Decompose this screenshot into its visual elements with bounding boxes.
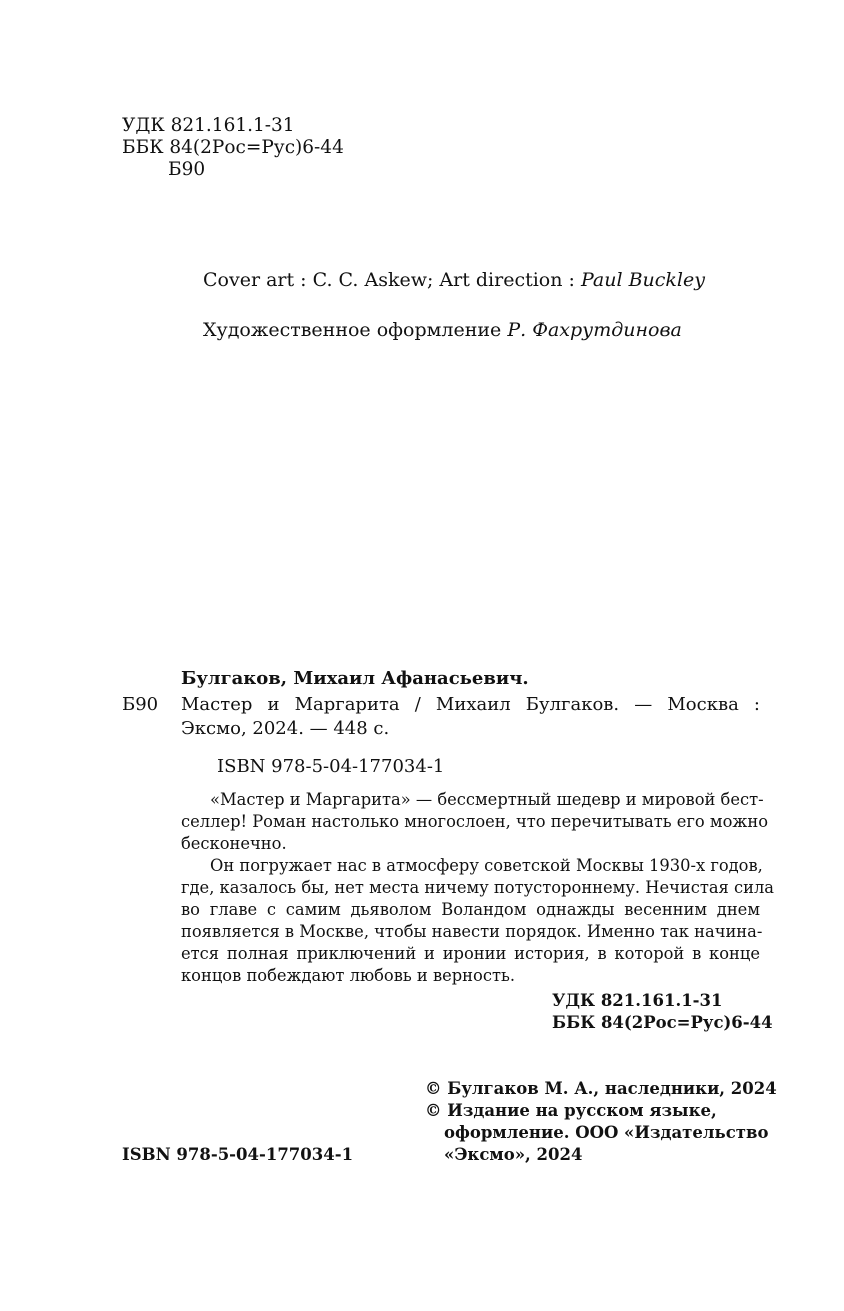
designer-name: Р. Фахрутдинова — [507, 319, 682, 341]
annotation-line: селлер! Роман настолько многослоен, что перечитывать его можно — [181, 812, 768, 831]
annotation-line: концов побеждают любовь и верность. — [181, 966, 515, 985]
design-credit — [203, 319, 682, 341]
catalog-author-sign: Б90 — [122, 694, 159, 715]
annotation-line: появляется в Москве, чтобы навести порядок. Именно так начина- — [181, 922, 763, 941]
catalog-title-line-1: Мастер и Маргарита / Михаил Булгаков. — Москва : — [181, 694, 760, 715]
catalog-author-heading: Булгаков, Михаил Афанасьевич. — [181, 668, 529, 689]
annotation-line: ется полная приключений и иронии история, в которой в конце — [181, 944, 760, 963]
cover-art-credit — [203, 269, 705, 291]
annotation-line: бесконечно. — [181, 834, 287, 853]
annotation-line: «Мастер и Маргарита» — бессмертный шедевр и мировой бест- — [210, 790, 764, 809]
catalog-isbn: ISBN 978-5-04-177034-1 — [217, 756, 445, 777]
udk-code: УДК 821.161.1-31 — [122, 115, 295, 136]
annotation-line: Он погружает нас в атмосферу советской Москвы 1930-х годов, — [210, 856, 763, 875]
art-director-name: Paul Buckley — [580, 269, 705, 291]
catalog-bbk: ББК 84(2Рос=Рус)6-44 — [552, 1013, 773, 1032]
annotation-line: во главе с самим дьяволом Воландом однажды весенним днем — [181, 900, 760, 919]
copyright-edition-line-1: © Издание на русском языке, — [425, 1101, 717, 1120]
copyright-heirs: © Булгаков М. А., наследники, 2024 — [425, 1079, 777, 1098]
design-label: Художественное оформление — [203, 319, 508, 341]
author-sign: Б90 — [168, 159, 206, 180]
copyright-edition-line-2: оформление. ООО «Издательство — [444, 1123, 769, 1142]
bbk-code: ББК 84(2Рос=Рус)6-44 — [122, 137, 344, 158]
cover-art-label: Cover art : C. C. Askew; Art direction : — [203, 269, 581, 291]
catalog-title-line-2: Эксмо, 2024. — 448 с. — [181, 718, 390, 739]
annotation-line: где, казалось бы, нет места ничему потустороннему. Нечистая сила — [181, 878, 774, 897]
catalog-udk: УДК 821.161.1-31 — [552, 991, 723, 1010]
bottom-isbn: ISBN 978-5-04-177034-1 — [122, 1145, 354, 1164]
copyright-edition-line-3: «Эксмо», 2024 — [444, 1145, 583, 1164]
